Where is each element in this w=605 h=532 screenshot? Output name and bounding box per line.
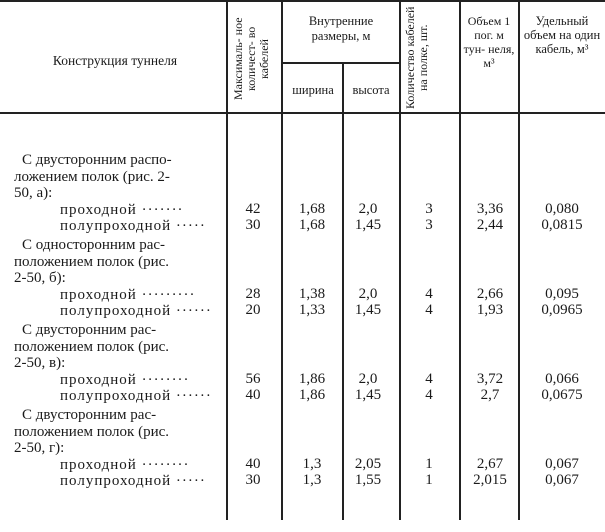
row-type-label: проходной ········ bbox=[60, 456, 190, 473]
cell-volume: 2,44 bbox=[476, 217, 504, 233]
row-type-label: полупроходной ····· bbox=[60, 473, 206, 489]
cell-volume: 2,67 bbox=[476, 455, 504, 472]
cell-max: 30 bbox=[245, 217, 261, 233]
cell-per_shelf: 4 bbox=[425, 285, 433, 302]
cell-per_shelf: 1 bbox=[425, 472, 433, 488]
group-title-line: положением полок (рис. bbox=[14, 423, 170, 440]
group-title-line: С двусторонним рас- bbox=[22, 407, 157, 423]
cell-width: 1,86 bbox=[298, 387, 326, 403]
cell-width: 1,3 bbox=[302, 455, 322, 472]
row-type-label: проходной ······· bbox=[60, 201, 184, 218]
header-specific-volume: Удельный объем на один кабель, м³ bbox=[523, 14, 601, 56]
cell-width: 1,3 bbox=[302, 472, 322, 488]
cell-specific: 0,095 bbox=[545, 285, 579, 302]
group-title-line: С односторонним рас- bbox=[22, 237, 166, 253]
header-height: высота bbox=[352, 83, 390, 97]
group-title-line: С двусторонним распо- bbox=[22, 152, 172, 168]
cell-volume: 2,66 bbox=[476, 285, 504, 302]
cell-max: 40 bbox=[245, 387, 261, 403]
group-title-line: ложением полок (рис. 2- bbox=[14, 168, 170, 185]
cell-volume: 3,72 bbox=[476, 370, 504, 387]
header-bottom-rule bbox=[0, 112, 605, 114]
cell-per_shelf: 3 bbox=[425, 217, 433, 233]
cell-width: 1,38 bbox=[298, 285, 326, 302]
cell-per_shelf: 4 bbox=[425, 302, 433, 318]
cell-height: 2,0 bbox=[358, 200, 378, 217]
cell-height: 1,45 bbox=[354, 217, 382, 233]
cell-width: 1,86 bbox=[298, 370, 326, 387]
header-inner-sizes: Внутренние размеры, м bbox=[308, 14, 374, 43]
group-title-line: положением полок (рис. bbox=[14, 253, 170, 270]
row-type-label: полупроходной ······ bbox=[60, 388, 212, 404]
cell-volume: 2,7 bbox=[480, 387, 500, 403]
cell-specific: 0,080 bbox=[545, 200, 579, 217]
cell-height: 2,0 bbox=[358, 285, 378, 302]
cell-volume: 1,93 bbox=[476, 302, 504, 318]
cell-width: 1,68 bbox=[298, 217, 326, 233]
cell-per_shelf: 4 bbox=[425, 387, 433, 403]
cell-specific: 0,066 bbox=[545, 370, 579, 387]
cell-max: 20 bbox=[245, 302, 261, 318]
col-rule-6 bbox=[518, 0, 520, 520]
row-type-label: проходной ········ bbox=[60, 371, 190, 388]
col-rule-2 bbox=[281, 0, 283, 520]
subheader-rule bbox=[281, 62, 399, 64]
header-max-cables: Максималь- ное количест- во кабелей bbox=[231, 17, 271, 101]
cell-width: 1,68 bbox=[298, 200, 326, 217]
cell-height: 2,05 bbox=[354, 455, 382, 472]
cell-height: 1,45 bbox=[354, 387, 382, 403]
cell-specific: 0,067 bbox=[545, 455, 579, 472]
group-title-line: 2-50, в): bbox=[14, 355, 66, 371]
cell-max: 40 bbox=[245, 455, 261, 472]
group-title-line: 50, а): bbox=[14, 185, 53, 201]
group-title-line: С двусторонним рас- bbox=[22, 322, 157, 338]
cell-width: 1,33 bbox=[298, 302, 326, 318]
col-rule-3 bbox=[342, 63, 344, 520]
group-title-line: 2-50, б): bbox=[14, 270, 66, 286]
row-type-label: полупроходной ······ bbox=[60, 303, 212, 319]
group-title-line: положением полок (рис. bbox=[14, 338, 170, 355]
col-rule-4 bbox=[399, 0, 401, 520]
cell-volume: 2,015 bbox=[473, 472, 507, 488]
header-volume-per-meter: Объем 1 пог. м тун- неля, м³ bbox=[463, 14, 515, 70]
cell-height: 1,45 bbox=[354, 302, 382, 318]
header-construction: Конструкция туннеля bbox=[52, 53, 178, 68]
header-cables-per-shelf: Количество кабелей на полке, шт. bbox=[403, 6, 430, 110]
cell-max: 56 bbox=[245, 370, 261, 387]
cell-per_shelf: 1 bbox=[425, 455, 433, 472]
cell-specific: 0,067 bbox=[545, 472, 579, 488]
col-rule-1 bbox=[226, 0, 228, 520]
cell-height: 2,0 bbox=[358, 370, 378, 387]
cell-max: 28 bbox=[245, 285, 261, 302]
top-rule bbox=[0, 0, 605, 2]
cell-specific: 0,0965 bbox=[541, 302, 583, 318]
cell-specific: 0,0675 bbox=[541, 387, 583, 403]
header-width: ширина bbox=[292, 83, 334, 97]
cell-max: 30 bbox=[245, 472, 261, 488]
cell-max: 42 bbox=[245, 200, 261, 217]
col-rule-5 bbox=[459, 0, 461, 520]
cell-per_shelf: 4 bbox=[425, 370, 433, 387]
row-type-label: полупроходной ····· bbox=[60, 218, 206, 234]
cell-per_shelf: 3 bbox=[425, 200, 433, 217]
group-title-line: 2-50, г): bbox=[14, 440, 65, 456]
cell-specific: 0,0815 bbox=[541, 217, 583, 233]
row-type-label: проходной ········· bbox=[60, 286, 196, 303]
cell-height: 1,55 bbox=[354, 472, 382, 488]
cell-volume: 3,36 bbox=[476, 200, 504, 217]
